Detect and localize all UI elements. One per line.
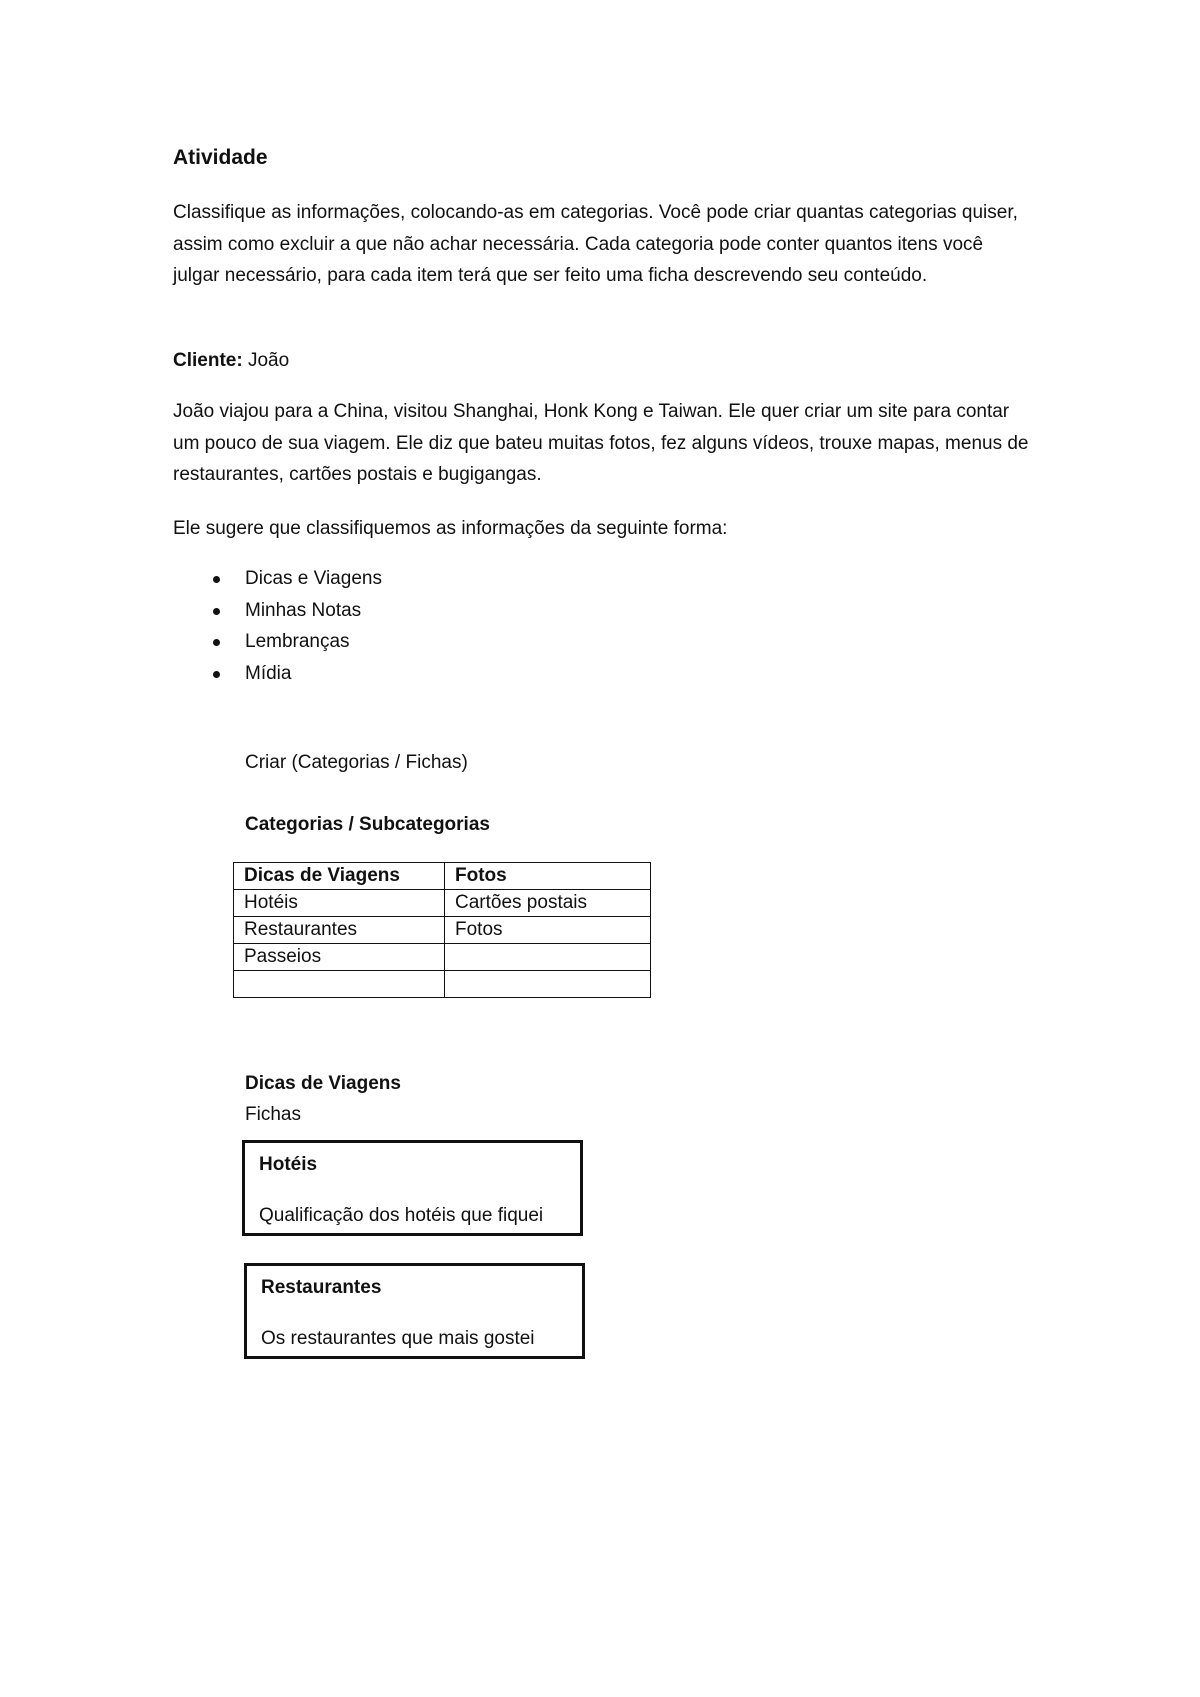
suggestion-paragraph: Ele sugere que classifiquemos as informações da seguinte forma: [173, 518, 728, 539]
ficha-description: Qualificação dos hotéis que fiquei [259, 1205, 544, 1226]
table-header-cell: Fotos [445, 863, 651, 890]
table-cell [445, 944, 651, 971]
suggested-categories-list [173, 563, 382, 689]
bullet-icon [213, 671, 220, 678]
list-item-text: Lembranças [245, 631, 350, 652]
table-header-row [234, 863, 651, 890]
client-line [173, 345, 1033, 377]
bullet-icon [213, 576, 220, 583]
list-item [173, 658, 382, 690]
table-cell: Cartões postais [445, 890, 651, 917]
table-cell: Hotéis [234, 890, 445, 917]
table-cell [445, 971, 651, 998]
fichas-category-heading: Dicas de Viagens [245, 1073, 401, 1094]
bullet-icon [213, 639, 220, 646]
table-row [234, 890, 651, 917]
ficha-card [244, 1263, 585, 1359]
list-item [173, 626, 382, 658]
table-row [234, 971, 651, 998]
list-item [173, 563, 382, 595]
ficha-title: Hotéis [259, 1154, 318, 1175]
bullet-icon [213, 608, 220, 615]
table-row [234, 917, 651, 944]
list-item [173, 595, 382, 627]
table-cell: Passeios [234, 944, 445, 971]
table-row [234, 944, 651, 971]
list-item-text: Mídia [245, 662, 292, 684]
ficha-card [242, 1140, 583, 1236]
story-paragraph: João viajou para a China, visitou Shanghai, Honk Kong e Taiwan. Ele quer criar um site para contar um pouco de sua viagem. Ele diz que bateu muitas fotos, fez alguns vídeos, trouxe mapas, menus de restaurantes, cartões postais e bugigangas. [173, 401, 1029, 485]
create-label: Criar (Categorias / Fichas) [245, 752, 468, 773]
fichas-label: Fichas [245, 1104, 301, 1125]
table-header-cell: Dicas de Viagens [234, 863, 445, 890]
client-name: João [247, 350, 290, 371]
intro-paragraph: Classifique as informações, colocando-as em categorias. Você pode criar quantas categorias quiser, assim como excluir a que não achar necessária. Cada categoria pode conter quantos itens você julgar necessário, para cada item terá que ser feito uma ficha descrevendo seu conteúdo. [173, 202, 1018, 286]
table-cell [234, 971, 445, 998]
ficha-title: Restaurantes [261, 1277, 382, 1298]
ficha-description: Os restaurantes que mais gostei [261, 1328, 535, 1349]
table-cell: Fotos [445, 917, 651, 944]
categories-table [233, 862, 651, 998]
document-title: Atividade [173, 146, 268, 169]
client-label: Cliente: [173, 350, 243, 371]
list-item-text: Dicas e Viagens [245, 568, 382, 589]
table-cell: Restaurantes [234, 917, 445, 944]
list-item-text: Minhas Notas [245, 599, 362, 621]
categories-heading: Categorias / Subcategorias [245, 814, 490, 835]
